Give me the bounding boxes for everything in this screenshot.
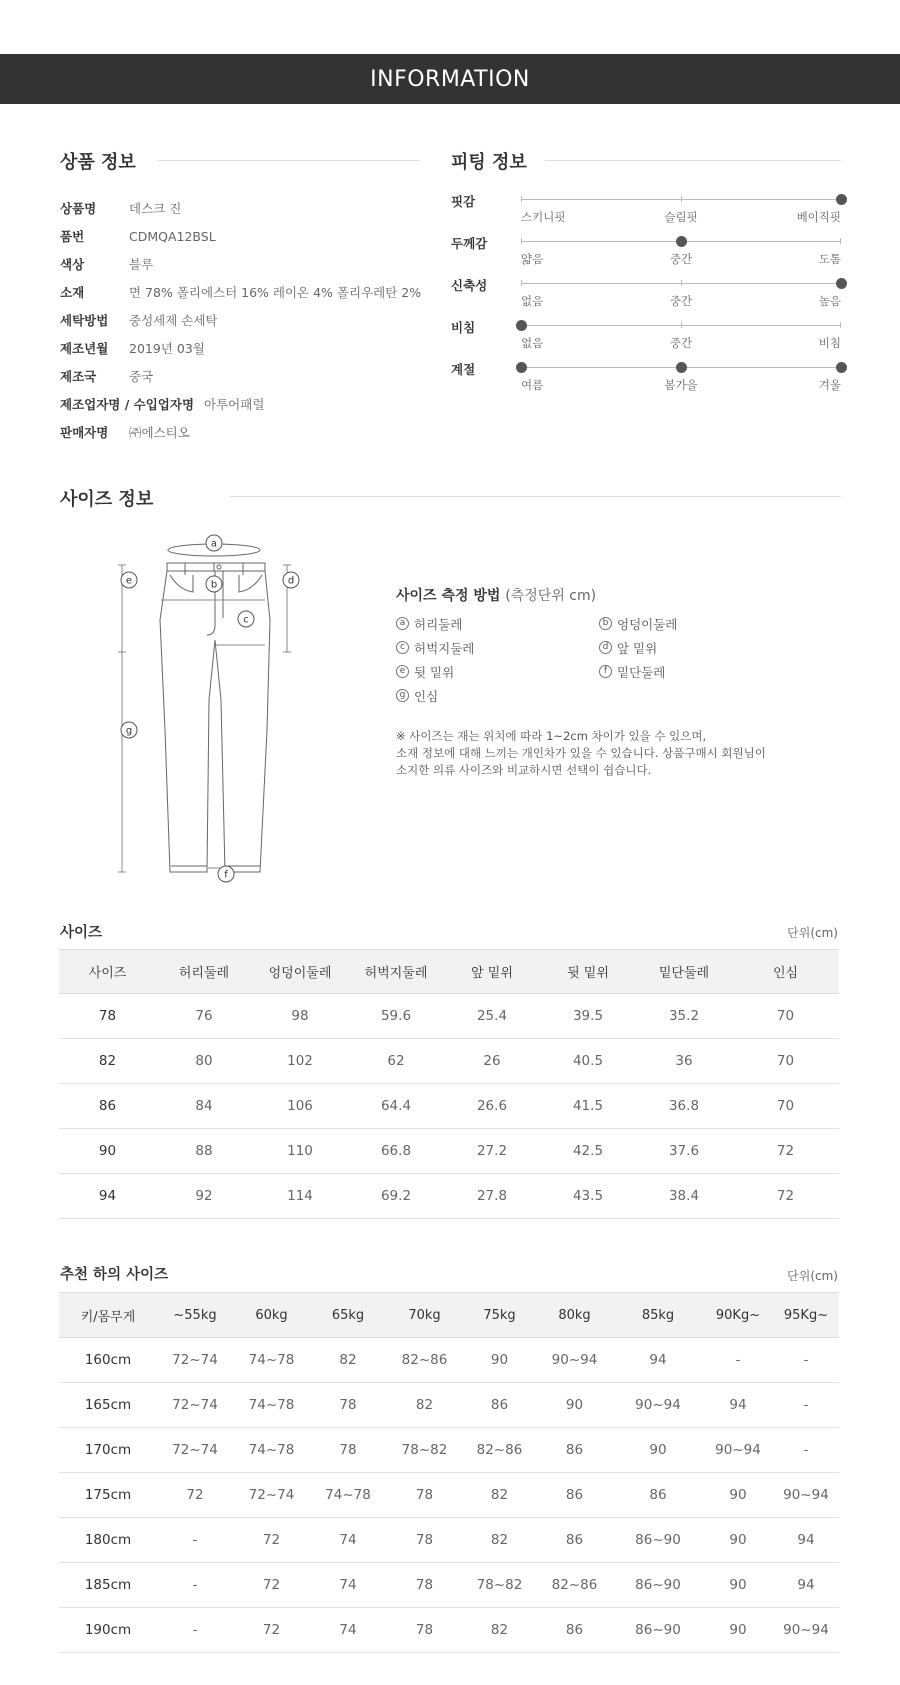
table-cell: 74~78 xyxy=(233,1383,310,1428)
table-cell: 26.6 xyxy=(444,1084,540,1129)
product-info-value: 중국 xyxy=(129,369,154,384)
fitting-label: 비침 xyxy=(451,320,476,335)
fitting-option: 겨울 xyxy=(818,378,841,392)
table-cell: 78~82 xyxy=(386,1428,463,1473)
product-info-row xyxy=(60,250,420,278)
table-cell: 160cm xyxy=(59,1338,157,1383)
fitting-option: 중간 xyxy=(669,252,693,266)
table-cell: 98 xyxy=(252,994,348,1039)
fitting-row xyxy=(451,234,841,276)
diagram-marker-label: a xyxy=(210,538,218,550)
table-cell: 78 xyxy=(386,1563,463,1608)
measurement-item xyxy=(396,663,599,680)
fitting-option: 스키니핏 xyxy=(521,210,566,224)
column-header: 85kg xyxy=(613,1293,703,1338)
column-header: 인심 xyxy=(732,950,839,994)
product-info-value: 데스크 진 xyxy=(129,201,182,216)
table-cell: 35.2 xyxy=(636,994,732,1039)
table-cell: 72 xyxy=(233,1608,310,1653)
table-cell: 39.5 xyxy=(540,994,636,1039)
fitting-option: 없음 xyxy=(521,294,544,308)
table-cell: 86 xyxy=(59,1084,156,1129)
fitting-row xyxy=(451,276,841,318)
product-info-label: 판매자명 xyxy=(60,425,109,440)
table-cell: 78 xyxy=(310,1428,386,1473)
column-header: 95Kg~ xyxy=(773,1293,839,1338)
table-cell: 86~90 xyxy=(613,1518,703,1563)
table-cell: 86 xyxy=(536,1473,613,1518)
table-cell: 90 xyxy=(463,1338,536,1383)
table-row xyxy=(59,1039,839,1084)
table-cell: 190cm xyxy=(59,1608,157,1653)
product-info-list xyxy=(60,194,420,446)
product-info-row xyxy=(60,278,420,306)
table-cell: 90~94 xyxy=(613,1383,703,1428)
note-line: 소재 정보에 대해 느끼는 개인차가 있을 수 있습니다. 상품구매시 회원님이 xyxy=(396,746,766,760)
measurement-item xyxy=(396,639,599,656)
table-cell: 70 xyxy=(732,994,839,1039)
fitting-label: 신축성 xyxy=(451,278,488,293)
fitting-info-list xyxy=(451,192,841,402)
measurement-method xyxy=(396,585,816,779)
scale-marker xyxy=(676,236,687,247)
product-info-row xyxy=(60,194,420,222)
table-cell: 102 xyxy=(252,1039,348,1084)
waistband-shape xyxy=(167,563,265,571)
rec-table-title: 추천 하의 사이즈 xyxy=(60,1267,169,1283)
scale-tick xyxy=(521,238,522,244)
table-cell: 80 xyxy=(156,1039,252,1084)
table-cell: 74~78 xyxy=(233,1338,310,1383)
diagram-marker-label: c xyxy=(243,614,249,626)
table-cell: 180cm xyxy=(59,1518,157,1563)
table-cell: - xyxy=(157,1608,233,1653)
scale-tick xyxy=(521,280,522,286)
diagram-marker-label: f xyxy=(224,869,228,881)
table-cell: 94 xyxy=(773,1563,839,1608)
fitting-scale xyxy=(521,325,841,326)
table-cell: 26 xyxy=(444,1039,540,1084)
product-info-label: 제조업자명 / 수입업자명 xyxy=(60,397,195,412)
table-cell: 82~86 xyxy=(463,1428,536,1473)
table-cell: 36.8 xyxy=(636,1084,732,1129)
table-cell: 62 xyxy=(348,1039,444,1084)
table-cell: 64.4 xyxy=(348,1084,444,1129)
column-header: 뒷 밑위 xyxy=(540,950,636,994)
table-row xyxy=(59,1084,839,1129)
table-cell: 72 xyxy=(157,1473,233,1518)
column-header: 70kg xyxy=(386,1293,463,1338)
product-info-value: CDMQA12BSL xyxy=(129,228,216,244)
fitting-option: 없음 xyxy=(521,336,544,350)
recommended-size-table xyxy=(59,1292,839,1653)
table-cell: 185cm xyxy=(59,1563,157,1608)
column-header: 90Kg~ xyxy=(703,1293,773,1338)
measurement-marker: a xyxy=(396,617,409,630)
fitting-row xyxy=(451,192,841,234)
scale-marker xyxy=(676,362,687,373)
table-cell: 74 xyxy=(310,1518,386,1563)
table-cell: 72~74 xyxy=(157,1338,233,1383)
scale-tick xyxy=(681,322,682,328)
diagram-marker-label: d xyxy=(287,575,295,587)
table-cell: 106 xyxy=(252,1084,348,1129)
banner-title: INFORMATION xyxy=(370,66,530,92)
product-info-title: 상품 정보 xyxy=(60,152,136,173)
table-row xyxy=(59,1428,839,1473)
table-cell: 70 xyxy=(732,1084,839,1129)
table-cell: 90~94 xyxy=(536,1338,613,1383)
table-cell: 69.2 xyxy=(348,1174,444,1219)
product-info-row xyxy=(60,334,420,362)
table-cell: - xyxy=(157,1518,233,1563)
fitting-option: 여름 xyxy=(521,378,544,392)
column-header: 60kg xyxy=(233,1293,310,1338)
scale-tick xyxy=(681,280,682,286)
table-cell: 82 xyxy=(463,1608,536,1653)
product-info-value: 아투어패럴 xyxy=(204,397,265,412)
table-cell: 90~94 xyxy=(773,1473,839,1518)
table-cell: 114 xyxy=(252,1174,348,1219)
fitting-option: 슬림핏 xyxy=(664,210,698,224)
table-cell: 37.6 xyxy=(636,1129,732,1174)
table-cell: 72~74 xyxy=(157,1428,233,1473)
fitting-option: 높음 xyxy=(818,294,841,308)
size-info-divider xyxy=(230,496,841,497)
size-table-title: 사이즈 xyxy=(60,925,103,941)
note-line: 소지한 의류 사이즈와 비교하시면 선택이 쉽습니다. xyxy=(396,763,652,777)
fitting-info-divider xyxy=(545,160,841,161)
table-cell: 86 xyxy=(536,1428,613,1473)
fitting-option: 중간 xyxy=(669,336,693,350)
table-cell: 86 xyxy=(536,1518,613,1563)
measurement-marker: g xyxy=(396,689,409,702)
table-cell: 90 xyxy=(613,1428,703,1473)
measurement-name: 엉덩이둘레 xyxy=(617,616,678,632)
product-info-value: 블루 xyxy=(129,257,154,272)
table-row xyxy=(59,1338,839,1383)
product-info-divider xyxy=(157,160,420,161)
table-cell: 86~90 xyxy=(613,1608,703,1653)
scale-marker xyxy=(836,194,847,205)
measurement-marker: c xyxy=(396,641,409,654)
measurement-note xyxy=(396,728,816,779)
table-cell: 90 xyxy=(703,1563,773,1608)
table-cell: 94 xyxy=(703,1383,773,1428)
product-info-label: 상품명 xyxy=(60,201,97,216)
table-cell: 82~86 xyxy=(386,1338,463,1383)
table-cell: 82 xyxy=(59,1039,156,1084)
table-cell: - xyxy=(773,1338,839,1383)
table-cell: 84 xyxy=(156,1084,252,1129)
product-info-value: 면 78% 폴리에스터 16% 레이온 4% 폴리우레탄 2% xyxy=(129,285,422,300)
table-cell: 59.6 xyxy=(348,994,444,1039)
table-cell: 78 xyxy=(386,1608,463,1653)
table-row xyxy=(59,1518,839,1563)
column-header: 사이즈 xyxy=(59,950,156,994)
fitting-row xyxy=(451,318,841,360)
fitting-scale xyxy=(521,199,841,200)
measurement-list xyxy=(396,615,816,704)
pants-diagram xyxy=(115,530,315,885)
table-cell: 165cm xyxy=(59,1383,157,1428)
fitting-label: 계절 xyxy=(451,362,476,377)
product-info-label: 품번 xyxy=(60,229,85,244)
column-header: 65kg xyxy=(310,1293,386,1338)
fitting-option: 베이직핏 xyxy=(796,210,841,224)
measurement-item xyxy=(599,663,799,680)
table-cell: 42.5 xyxy=(540,1129,636,1174)
scale-tick xyxy=(840,238,841,244)
measurement-marker: b xyxy=(599,617,612,630)
fitting-option: 봄가을 xyxy=(664,378,698,392)
product-info-label: 소재 xyxy=(60,285,85,300)
scale-marker xyxy=(836,278,847,289)
measurement-item xyxy=(396,687,599,704)
size-table xyxy=(59,949,839,1219)
product-info-row xyxy=(60,362,420,390)
table-cell: 74~78 xyxy=(233,1428,310,1473)
size-table-unit: 단위(cm) xyxy=(787,926,838,940)
table-row xyxy=(59,994,839,1039)
measurement-unit: (측정단위 cm) xyxy=(505,588,597,604)
product-info-row xyxy=(60,418,420,446)
table-cell: 78~82 xyxy=(463,1563,536,1608)
table-cell: 25.4 xyxy=(444,994,540,1039)
scale-tick xyxy=(681,196,682,202)
table-row xyxy=(59,1563,839,1608)
scale-marker xyxy=(516,320,527,331)
table-cell: 36 xyxy=(636,1039,732,1084)
product-info-label: 제조국 xyxy=(60,369,97,384)
product-info-row xyxy=(60,390,420,418)
measurement-item xyxy=(599,639,799,656)
measurement-item xyxy=(396,615,599,632)
product-info-label: 세탁방법 xyxy=(60,313,109,328)
product-info-label: 제조년월 xyxy=(60,341,109,356)
product-info-value: 2019년 03월 xyxy=(129,341,205,356)
table-cell: - xyxy=(773,1428,839,1473)
table-cell: 86 xyxy=(536,1608,613,1653)
table-cell: 86~90 xyxy=(613,1563,703,1608)
table-cell: 90 xyxy=(703,1518,773,1563)
table-cell: 72~74 xyxy=(157,1383,233,1428)
table-cell: 27.8 xyxy=(444,1174,540,1219)
column-header: ~55kg xyxy=(157,1293,233,1338)
table-cell: 41.5 xyxy=(540,1084,636,1129)
table-cell: 40.5 xyxy=(540,1039,636,1084)
measurement-method-title: 사이즈 측정 방법 (측정단위 cm) xyxy=(396,588,597,604)
table-cell: 94 xyxy=(613,1338,703,1383)
table-cell: 72 xyxy=(233,1563,310,1608)
information-banner xyxy=(0,54,900,104)
table-cell: - xyxy=(703,1338,773,1383)
table-cell: 27.2 xyxy=(444,1129,540,1174)
measurement-marker: d xyxy=(599,641,612,654)
table-row xyxy=(59,1174,839,1219)
table-cell: 86 xyxy=(463,1383,536,1428)
column-header: 허벅지둘레 xyxy=(348,950,444,994)
table-cell: - xyxy=(773,1383,839,1428)
table-cell: 82 xyxy=(310,1338,386,1383)
table-cell: 78 xyxy=(386,1473,463,1518)
product-info-row xyxy=(60,222,420,250)
fitting-option: 얇음 xyxy=(521,252,544,266)
table-cell: 175cm xyxy=(59,1473,157,1518)
measurement-name: 밑단둘레 xyxy=(617,664,666,680)
measurement-marker: e xyxy=(396,665,409,678)
measurement-name: 뒷 밑위 xyxy=(414,664,455,680)
diagram-marker-label: b xyxy=(210,579,218,591)
table-cell: 90 xyxy=(536,1383,613,1428)
table-cell: 170cm xyxy=(59,1428,157,1473)
table-cell: 78 xyxy=(59,994,156,1039)
column-header: 밑단둘레 xyxy=(636,950,732,994)
scale-tick xyxy=(840,322,841,328)
table-cell: - xyxy=(157,1563,233,1608)
column-header: 키/몸무게 xyxy=(59,1293,157,1338)
table-cell: 94 xyxy=(773,1518,839,1563)
product-info-value: 중성세제 손세탁 xyxy=(129,313,218,328)
table-cell: 66.8 xyxy=(348,1129,444,1174)
diagram-marker-label: e xyxy=(125,575,133,587)
table-cell: 82 xyxy=(463,1518,536,1563)
table-cell: 82 xyxy=(463,1473,536,1518)
table-cell: 72 xyxy=(233,1518,310,1563)
table-cell: 90 xyxy=(59,1129,156,1174)
size-info-title: 사이즈 정보 xyxy=(60,489,154,510)
table-cell: 43.5 xyxy=(540,1174,636,1219)
table-cell: 78 xyxy=(310,1383,386,1428)
fitting-option: 도톰 xyxy=(818,252,841,266)
table-cell: 82~86 xyxy=(536,1563,613,1608)
table-cell: 110 xyxy=(252,1129,348,1174)
product-info-value: ㈜에스티오 xyxy=(129,425,190,440)
fitting-option: 중간 xyxy=(669,294,693,308)
rec-table-unit: 단위(cm) xyxy=(787,1269,838,1283)
fitting-scale xyxy=(521,241,841,242)
pants-illustration xyxy=(115,530,315,885)
product-info-label: 색상 xyxy=(60,257,85,272)
measurement-item xyxy=(599,615,799,632)
table-cell: 72 xyxy=(732,1129,839,1174)
column-header: 75kg xyxy=(463,1293,536,1338)
table-cell: 38.4 xyxy=(636,1174,732,1219)
table-cell: 74 xyxy=(310,1563,386,1608)
measurement-name: 앞 밑위 xyxy=(617,640,658,656)
column-header: 허리둘레 xyxy=(156,950,252,994)
column-header: 앞 밑위 xyxy=(444,950,540,994)
table-cell: 94 xyxy=(59,1174,156,1219)
table-row xyxy=(59,1129,839,1174)
measurement-marker: f xyxy=(599,665,612,678)
table-cell: 74 xyxy=(310,1608,386,1653)
scale-tick xyxy=(521,196,522,202)
note-line: ※ 사이즈는 재는 위치에 따라 1~2cm 차이가 있을 수 있으며, xyxy=(396,729,707,743)
fitting-option: 비침 xyxy=(818,336,841,350)
table-cell: 82 xyxy=(386,1383,463,1428)
table-row xyxy=(59,1473,839,1518)
table-cell: 72~74 xyxy=(233,1473,310,1518)
table-cell: 90~94 xyxy=(773,1608,839,1653)
table-cell: 70 xyxy=(732,1039,839,1084)
table-cell: 90~94 xyxy=(703,1428,773,1473)
fitting-row xyxy=(451,360,841,402)
table-cell: 78 xyxy=(386,1518,463,1563)
table-cell: 76 xyxy=(156,994,252,1039)
table-cell: 92 xyxy=(156,1174,252,1219)
table-cell: 88 xyxy=(156,1129,252,1174)
column-header: 80kg xyxy=(536,1293,613,1338)
fitting-scale xyxy=(521,283,841,284)
table-cell: 90 xyxy=(703,1608,773,1653)
table-cell: 74~78 xyxy=(310,1473,386,1518)
fitting-label: 핏감 xyxy=(451,194,476,209)
table-row xyxy=(59,1608,839,1653)
table-row xyxy=(59,1383,839,1428)
measurement-name: 허리둘레 xyxy=(414,616,463,632)
column-header: 엉덩이둘레 xyxy=(252,950,348,994)
measurement-name: 인심 xyxy=(414,688,439,704)
scale-marker xyxy=(836,362,847,373)
product-info-row xyxy=(60,306,420,334)
fitting-label: 두께감 xyxy=(451,236,488,251)
table-cell: 90 xyxy=(703,1473,773,1518)
table-cell: 72 xyxy=(732,1174,839,1219)
fitting-info-title: 피팅 정보 xyxy=(451,152,527,173)
measurement-name: 허벅지둘레 xyxy=(414,640,475,656)
fitting-scale xyxy=(521,367,841,368)
diagram-marker-label: g xyxy=(125,725,133,737)
scale-marker xyxy=(516,362,527,373)
table-cell: 86 xyxy=(613,1473,703,1518)
